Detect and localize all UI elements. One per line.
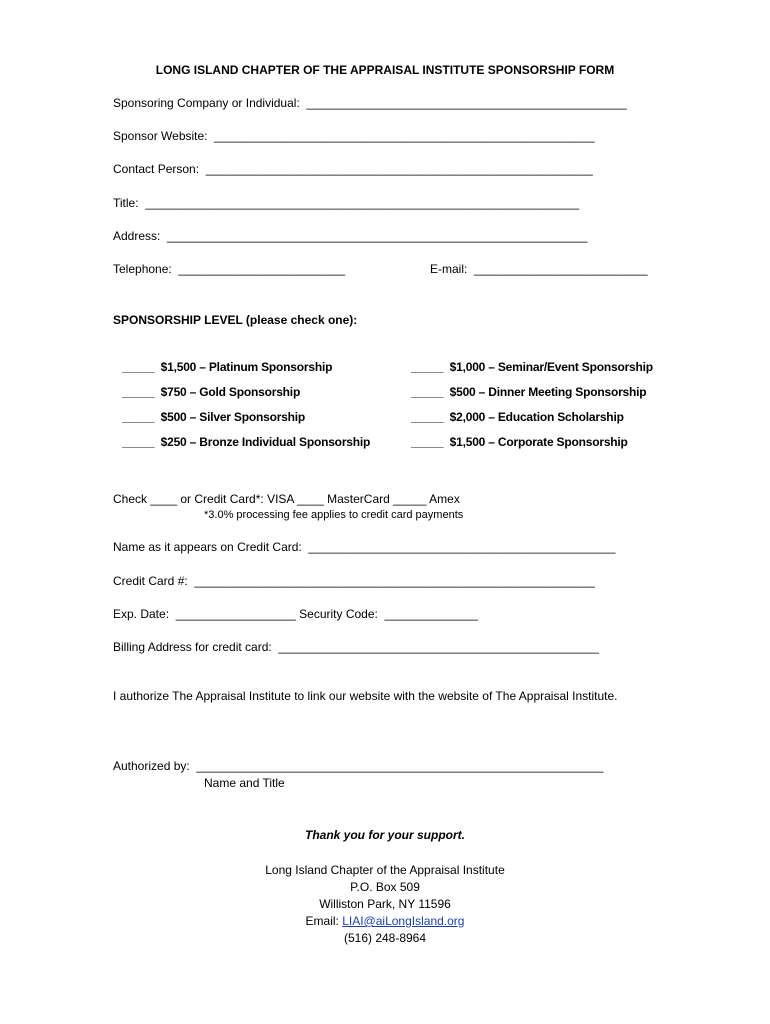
email-label: Email: [305, 914, 343, 928]
payment-method-line[interactable]: Check ____ or Credit Card*: VISA ____ MasterCard _____ Amex [113, 492, 460, 506]
city-state-zip: Williston Park, NY 11596 [319, 897, 451, 911]
exp-security-field[interactable]: Exp. Date: __________________ Security Code: ______________ [113, 607, 478, 621]
address-field[interactable]: Address: _______________________________________________________________ [113, 229, 588, 243]
email-field[interactable]: E-mail: __________________________ [430, 262, 648, 276]
thank-you-message: Thank you for your support. [304, 828, 465, 842]
level-option-platinum[interactable]: _____ $1,500 – Platinum Sponsorship [122, 360, 333, 374]
authorized-by-field[interactable]: Authorized by: _____________________________________________________________ [113, 759, 604, 773]
level-option-scholarship[interactable]: _____ $2,000 – Education Scholarship [411, 410, 624, 424]
telephone-field[interactable]: Telephone: _________________________ [113, 262, 346, 276]
billing-address-field[interactable]: Billing Address for credit card: ________________________________________________ [113, 640, 599, 654]
level-option-dinner[interactable]: _____ $500 – Dinner Meeting Sponsorship [411, 385, 647, 399]
authorization-statement: I authorize The Appraisal Institute to link our website with the website of The Appraisal Institute. [113, 689, 618, 703]
level-option-gold[interactable]: _____ $750 – Gold Sponsorship [122, 385, 301, 399]
processing-fee-note: *3.0% processing fee applies to credit card payments [204, 509, 464, 521]
form-title: LONG ISLAND CHAPTER OF THE APPRAISAL INSTITUTE SPONSORSHIP FORM [155, 63, 615, 77]
email-link[interactable]: LIAI@aiLongIsland.org [342, 914, 465, 928]
phone-number: (516) 248-8964 [343, 931, 427, 945]
level-option-seminar[interactable]: _____ $1,000 – Seminar/Event Sponsorship [411, 360, 653, 374]
title-field[interactable]: Title: _________________________________________________________________ [113, 196, 580, 210]
org-name: Long Island Chapter of the Appraisal Institute [265, 863, 505, 877]
card-number-field[interactable]: Credit Card #: ____________________________________________________________ [113, 574, 595, 588]
website-field[interactable]: Sponsor Website: _________________________________________________________ [113, 129, 595, 143]
contact-field[interactable]: Contact Person: __________________________________________________________ [113, 162, 593, 176]
po-box: P.O. Box 509 [350, 880, 420, 894]
company-field[interactable]: Sponsoring Company or Individual: ________________________________________________ [113, 96, 627, 110]
level-option-bronze[interactable]: _____ $250 – Bronze Individual Sponsorship [122, 435, 371, 449]
name-on-card-field[interactable]: Name as it appears on Credit Card: ______________________________________________ [113, 540, 616, 554]
sponsorship-level-heading: SPONSORSHIP LEVEL (please check one): [113, 313, 358, 327]
level-option-silver[interactable]: _____ $500 – Silver Sponsorship [122, 410, 306, 424]
level-option-corporate[interactable]: _____ $1,500 – Corporate Sponsorship [411, 435, 628, 449]
email-line [0, 914, 770, 928]
name-and-title-caption: Name and Title [204, 776, 285, 790]
